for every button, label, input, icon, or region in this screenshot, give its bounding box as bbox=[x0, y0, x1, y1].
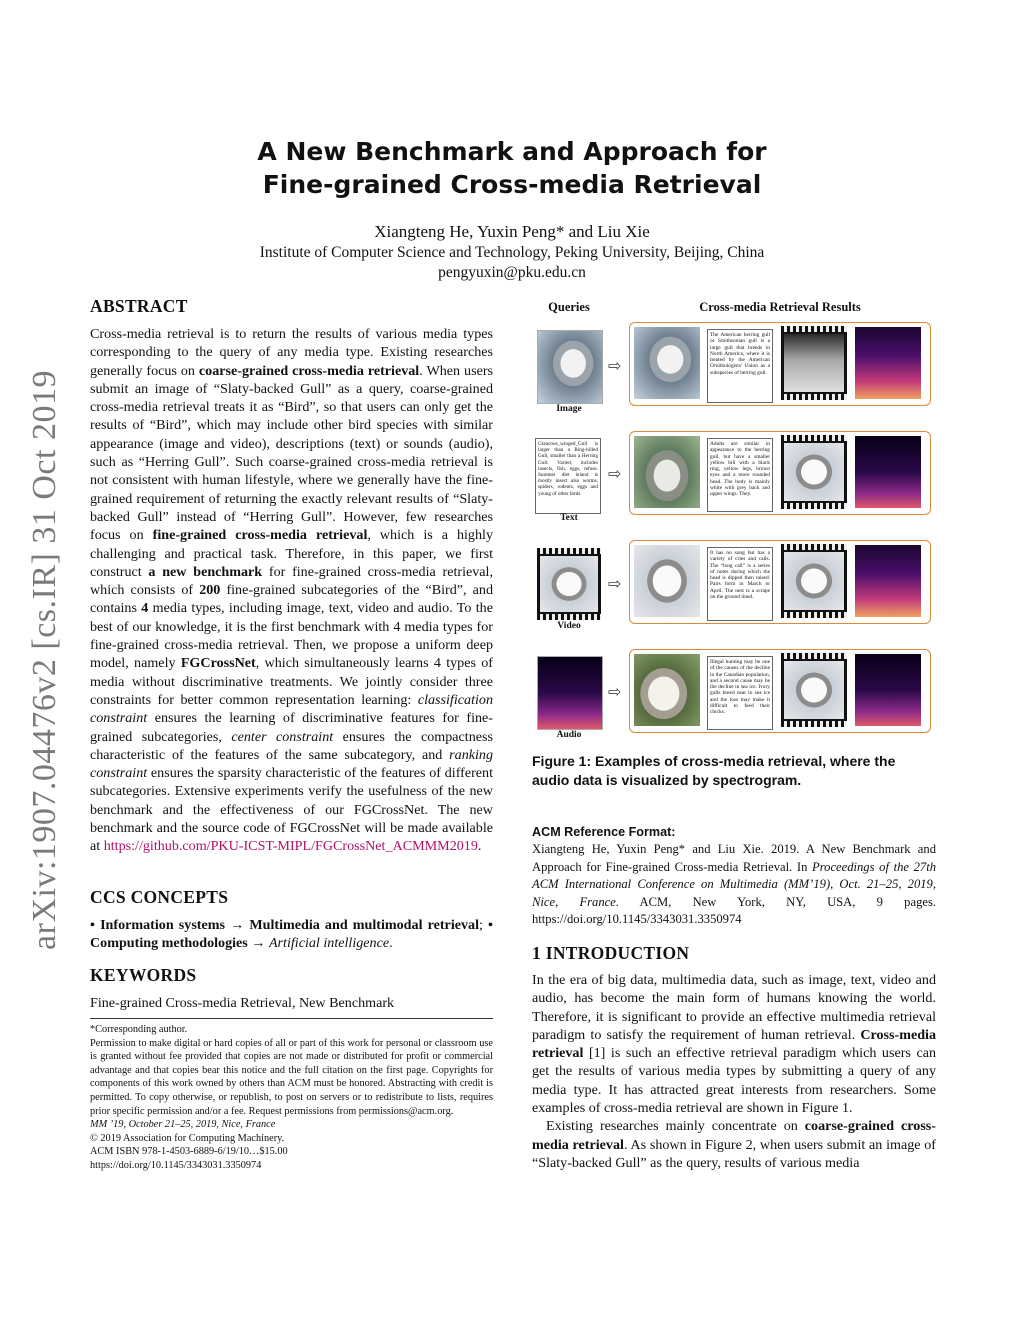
abstract-bold: FGCrossNet bbox=[180, 655, 256, 672]
result-spectrogram bbox=[855, 545, 921, 617]
introduction-body bbox=[532, 971, 936, 1172]
intro-text: . As shown in Figure 2, when users submit an image of “Slaty-backed Gull” as the query, results of various media bbox=[532, 1136, 936, 1171]
query-label-audio: Audio bbox=[556, 730, 582, 740]
title-line-2: Fine-grained Cross-media Retrieval bbox=[262, 170, 762, 199]
arrow-icon: ⇨ bbox=[608, 358, 622, 375]
abstract-text: for fine-grained cross-media retrieval, which consists of bbox=[90, 563, 493, 599]
query-image-gull bbox=[537, 330, 603, 404]
abstract-bold: 4 bbox=[141, 600, 149, 617]
intro-text: [1] is such an effective retrieval paradigm which users can get the results of various media types by submitting a query of any media type. It has attracted great interests from researchers. Some examples of cross-media retrieval are shown in Figure 1. bbox=[532, 1045, 936, 1117]
result-text: Illegal hunting may be one of the causes of the decline in the Canadian population, and a second cause may be the decline in sea ice. Ivory gulls breed near to sea ice and the loss may make it difficult to feed their chicks. bbox=[707, 656, 773, 730]
abstract-section bbox=[90, 296, 493, 856]
result-spectrogram bbox=[855, 436, 921, 508]
result-image bbox=[634, 436, 700, 508]
abstract-italic: ranking constraint bbox=[90, 746, 493, 782]
arrow-icon: ⇨ bbox=[608, 466, 622, 483]
result-spectrogram bbox=[855, 327, 921, 399]
keywords-heading: KEYWORDS bbox=[90, 965, 197, 985]
result-video bbox=[781, 544, 847, 618]
result-panel-1 bbox=[629, 322, 931, 406]
abstract-italic: center constraint bbox=[231, 728, 334, 745]
abstract-text: media types, including image, text, video and audio. To the best of our knowledge, it is the first benchmark with 4 media types for fine-grained cross-media retrieval. Then, we propose a uniform deep model, namely bbox=[90, 600, 493, 672]
footnote-conference: MM ’19, October 21–25, 2019, Nice, France bbox=[90, 1119, 276, 1131]
paper-title bbox=[180, 135, 844, 201]
github-link[interactable]: https://github.com/PKU-ICST-MIPL/FGCrossNet_ACMMM2019 bbox=[103, 838, 478, 855]
abstract-bold: coarse-grained cross-media retrieval bbox=[198, 362, 420, 379]
intro-bold: coarse-grained cross-media retrieval bbox=[532, 1118, 936, 1153]
abstract-bold: a new benchmark bbox=[148, 563, 263, 580]
results-header: Cross-media Retrieval Results bbox=[699, 300, 861, 314]
footnote bbox=[90, 1023, 493, 1173]
authors: Xiangteng He, Yuxin Peng* and Liu Xie bbox=[374, 222, 650, 241]
arrow-icon: ⇨ bbox=[608, 684, 622, 701]
footnote-permission: Permission to make digital or hard copies of all or part of this work for personal or classroom use is granted without fee provided that copies are not made or distributed for profit or commercial advantage and that copies bear this notice and the full citation on the first page. Copyrights for components of this work owned by others than ACM must be honored. Abstracting with credit is permitted. To copy otherwise, or republish, to post on servers or to redistribute to lists, requires prior specific permission and/or a fee. Request permissions from permissions@acm.org. bbox=[90, 1037, 493, 1117]
result-image bbox=[634, 654, 700, 726]
ccs-concept-2-leaf: Artificial intelligence bbox=[268, 935, 390, 952]
result-video bbox=[781, 326, 847, 400]
ccs-section bbox=[90, 887, 493, 953]
result-panel-4 bbox=[629, 649, 931, 733]
abstract-text: fine-grained subcategories of the “Bird”, and contains bbox=[90, 582, 494, 617]
query-text: Glaucous_winged_Gull is larger than a Ring-billed Gull, smaller than a Herring Gull. Varied, includes insects, fish, eggs, refuse. Summer diet inland is mostly insect also worms, spiders, rodents, eggs and young of other birds. bbox=[535, 438, 601, 514]
query-label-image: Image bbox=[556, 404, 582, 414]
intro-text: Existing researches mainly concentrate on bbox=[546, 1118, 805, 1135]
result-video bbox=[781, 435, 847, 509]
footnote-isbn: ACM ISBN 978-1-4503-6889-6/19/10…$15.00 bbox=[90, 1146, 288, 1158]
figure-caption: Figure 1: Examples of cross-media retrieval, where the audio data is visualized by spectrogram. bbox=[532, 753, 896, 788]
ccs-concept-2: • Computing methodologies → bbox=[90, 917, 493, 952]
acm-reference-text: ACM, New York, NY, USA, 9 pages. https://doi.org/10.1145/3343031.3350974 bbox=[532, 894, 937, 927]
figure-1 bbox=[532, 298, 936, 744]
result-panel-2 bbox=[629, 431, 931, 515]
query-video bbox=[537, 548, 601, 620]
result-image bbox=[634, 327, 700, 399]
keywords-section bbox=[90, 965, 493, 1012]
ccs-end: . bbox=[389, 935, 393, 952]
acm-reference bbox=[532, 824, 936, 928]
ccs-body bbox=[90, 916, 493, 953]
result-video bbox=[781, 653, 847, 727]
acm-reference-venue: Proceedings of the 27th ACM International Conference on Multimedia (MM’19), Oct. 21–25, 2019, Nice, France. bbox=[532, 859, 937, 909]
introduction-heading: 1 INTRODUCTION bbox=[532, 943, 690, 963]
abstract-body bbox=[90, 325, 493, 856]
ccs-concept-1: • Information systems → Multimedia and multimodal retrieval bbox=[90, 917, 479, 933]
acm-reference-heading: ACM Reference Format: bbox=[532, 825, 676, 839]
footnote-rule bbox=[90, 1018, 493, 1019]
abstract-bold: fine-grained cross-media retrieval bbox=[152, 527, 368, 544]
result-text: It has no song but has a variety of cries and calls. The “long call” is a series of notes during which the head is dipped then raised. Pairs form in March or April. The nest is a scrape on the ground lined. bbox=[707, 547, 773, 621]
abstract-text: . When users submit an image of “Slaty-backed Gull” as a query, coarse-grained cross-media retrieval treats it as “Bird”, so that users can only get the results of “Bird”, which may include other bird species with similar appearance (image and video), descriptions (text) or sounds (audio), such as “Herring Gull”. Such coarse-grained cross-media retrieval is not consistent with human lifestyle, where we generally have the fine-grained requirement of returning the exactly relevant results of “Slaty-backed Gull” instead of “Herring Gull”. However, few researches focus on bbox=[90, 362, 494, 544]
acm-reference-text: Xiangteng He, Yuxin Peng* and Liu Xie. 2019. A New Benchmark and Approach for Fine-grained Cross-media Retrieval. In bbox=[532, 842, 936, 874]
queries-header: Queries bbox=[548, 300, 590, 314]
ccs-separator: ; bbox=[479, 917, 489, 933]
result-text: The American herring gull or Smithsonian gull is a large gull that breeds in North America, where it is treated by the American Ornithologists' Union as a subspecies of herring gull. bbox=[707, 329, 773, 403]
query-label-text: Text bbox=[560, 513, 578, 523]
query-label-video: Video bbox=[557, 621, 581, 631]
footnote-corresponding: *Corresponding author. bbox=[90, 1024, 188, 1035]
abstract-text: ensures the compactness characteristic of the features of the same subcategory, and bbox=[90, 728, 493, 763]
abstract-heading: ABSTRACT bbox=[90, 296, 188, 316]
email: pengyuxin@pku.edu.cn bbox=[438, 264, 586, 281]
abstract-italic: classification constraint bbox=[90, 691, 493, 727]
abstract-text: ensures the sparsity characteristic of the features of different subcategories. Extensive experiments verify the usefulness of the new benchmark and the effectiveness of our FGCrossNet. The new benchmark and the source code of FGCrossNet will be made available at bbox=[90, 765, 493, 855]
result-text: Adults are similar in appearance to the herring gull, but have a smaller yellow bill with a black ring, yellow legs, brown eyes and a more rounded head. The body is mainly white with grey back and upper wings. They. bbox=[707, 438, 773, 512]
result-spectrogram bbox=[855, 654, 921, 726]
arxiv-stamp-text: arXiv:1907.04476v2 [cs.IR] 31 Oct 2019 bbox=[26, 370, 63, 950]
abstract-bold: 200 bbox=[199, 582, 221, 599]
footnote-copyright: © 2019 Association for Computing Machinery. bbox=[90, 1132, 285, 1144]
intro-text: In the era of big data, multimedia data, such as image, text, video and audio, has become the main form of humans knowing the world. Therefore, it is significant to provide an effective multimedia retrieval paradigm to satisfy the requirement of human retrieval. bbox=[532, 972, 936, 1043]
title-line-1: A New Benchmark and Approach for bbox=[257, 137, 767, 166]
abstract-text: , which simultaneously learns 4 types of media without discriminative treatments. We jointly consider three constraints for better common representation learning: bbox=[90, 655, 493, 708]
footnote-doi[interactable]: https://doi.org/10.1145/3343031.3350974 bbox=[90, 1159, 262, 1171]
result-panel-3 bbox=[629, 540, 931, 624]
abstract-text: ensures the learning of discriminative features for fine-grained subcategories, bbox=[90, 710, 493, 745]
abstract-text: . bbox=[477, 838, 482, 855]
affiliation: Institute of Computer Science and Technology, Peking University, Beijing, China bbox=[259, 244, 765, 261]
result-image bbox=[634, 545, 700, 617]
abstract-text: , which is a highly challenging and practical task. Therefore, in this paper, we first construct bbox=[90, 527, 493, 580]
arrow-icon: ⇨ bbox=[608, 576, 622, 593]
query-spectrogram bbox=[537, 656, 603, 730]
ccs-heading: CCS CONCEPTS bbox=[90, 887, 229, 907]
introduction-section bbox=[532, 943, 936, 1172]
intro-bold: Cross-media retrieval bbox=[532, 1026, 936, 1062]
abstract-text: Cross-media retrieval is to return the results of various media types corresponding to the query of any media type. Existing researches generally focus on bbox=[90, 326, 493, 379]
keywords-text: Fine-grained Cross-media Retrieval, New Benchmark bbox=[90, 995, 395, 1011]
